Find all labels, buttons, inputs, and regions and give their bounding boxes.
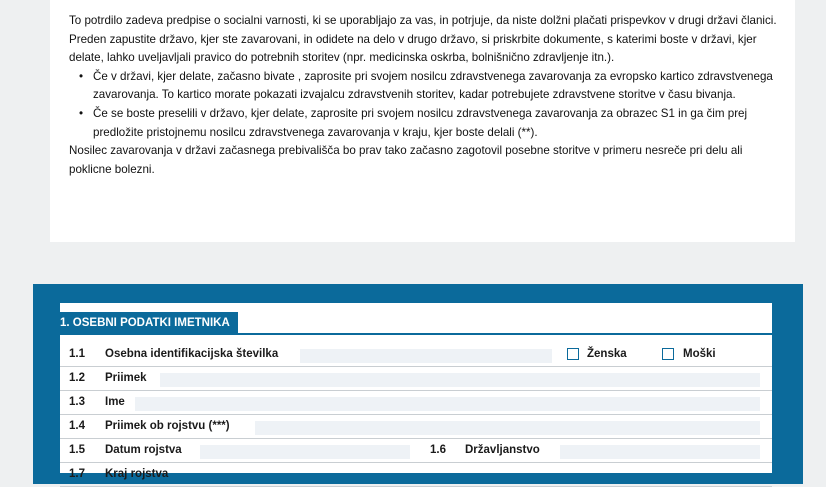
field-number: 1.3 [69, 396, 85, 408]
field-number: 1.1 [69, 348, 85, 360]
birth-date-input[interactable] [200, 445, 410, 459]
field-row-birth-date-nationality [60, 439, 772, 463]
field-label: Datum rojstva [105, 444, 182, 456]
field-number: 1.4 [69, 420, 85, 432]
intro-closing: Nosilec zavarovanja v državi začasnega prebivališča bo prav tako začasno zagotovil posebne storitve v primeru nesreče pri delu ali poklicne bolezni. [69, 144, 743, 176]
female-label: Ženska [587, 348, 627, 360]
section-title: 1. OSEBNI PODATKI IMETNIKA [52, 312, 238, 334]
field-row-first-name [60, 391, 772, 415]
intro-bullet-list [69, 68, 784, 142]
field-label: Priimek [105, 372, 147, 384]
intro-bullet-2: • Če se boste preselili v državo, kjer delate, zaprosite pri svojem nosilcu zdravstvenega zavarovanja za obrazec S1 in ga čim prej predložite pristojnemu nosilcu zdravstvenega zavarovanja v kraju, kjer boste delali (**). [93, 105, 784, 142]
field-number: 1.2 [69, 372, 85, 384]
section-divider [60, 333, 772, 335]
intro-paragraph-2: Preden zapustite državo, kjer ste zavarovani, in odidete na delo v drugo državo, si priskrbite dokumente, s katerimi boste v državi, kjer delate, lahko uveljavljali pravico do potrebnih storitev (npr. medicinska oskrba, bolnišnično zdravljenje itn.). [69, 32, 757, 65]
field-number: 1.7 [69, 468, 85, 480]
nationality-input[interactable] [560, 445, 760, 459]
intro-paragraph-1: To potrdilo zadeva predpise o socialni varnosti, ki se uporabljajo za vas, in potrjuje, da niste dolžni plačati prispevkov v drugi državi članici. [69, 14, 777, 27]
male-label: Moški [683, 348, 716, 360]
field-label: Državljanstvo [465, 444, 540, 456]
field-label: Osebna identifikacijska številka [105, 348, 279, 360]
field-number: 1.5 [69, 444, 85, 456]
field-row-birth-place [60, 463, 772, 487]
male-checkbox[interactable] [662, 348, 674, 360]
field-label: Kraj rojstva [105, 468, 169, 480]
birth-surname-input[interactable] [255, 421, 760, 435]
female-checkbox[interactable] [567, 348, 579, 360]
field-label: Priimek ob rojstvu (***) [105, 420, 230, 432]
field-label: Ime [105, 396, 125, 408]
field-row-birth-surname [60, 415, 772, 439]
field-row-surname [60, 367, 772, 391]
intro-bullet-1: • Če v državi, kjer delate, začasno bivate , zaprosite pri svojem nosilcu zdravstvenega zavarovanja za evropsko kartico zdravstvenega zavarovanja. To kartico morate pokazati izvajalcu zdravstvenih storitev, kadar potrebujete zdravstvene storitve v času bivanja. [93, 68, 784, 105]
first-name-input[interactable] [135, 397, 760, 411]
field-row-personal-id [60, 343, 772, 367]
surname-input[interactable] [160, 373, 760, 387]
instructions-text [69, 12, 784, 179]
personal-id-input[interactable] [300, 349, 552, 363]
field-number: 1.6 [430, 444, 446, 456]
